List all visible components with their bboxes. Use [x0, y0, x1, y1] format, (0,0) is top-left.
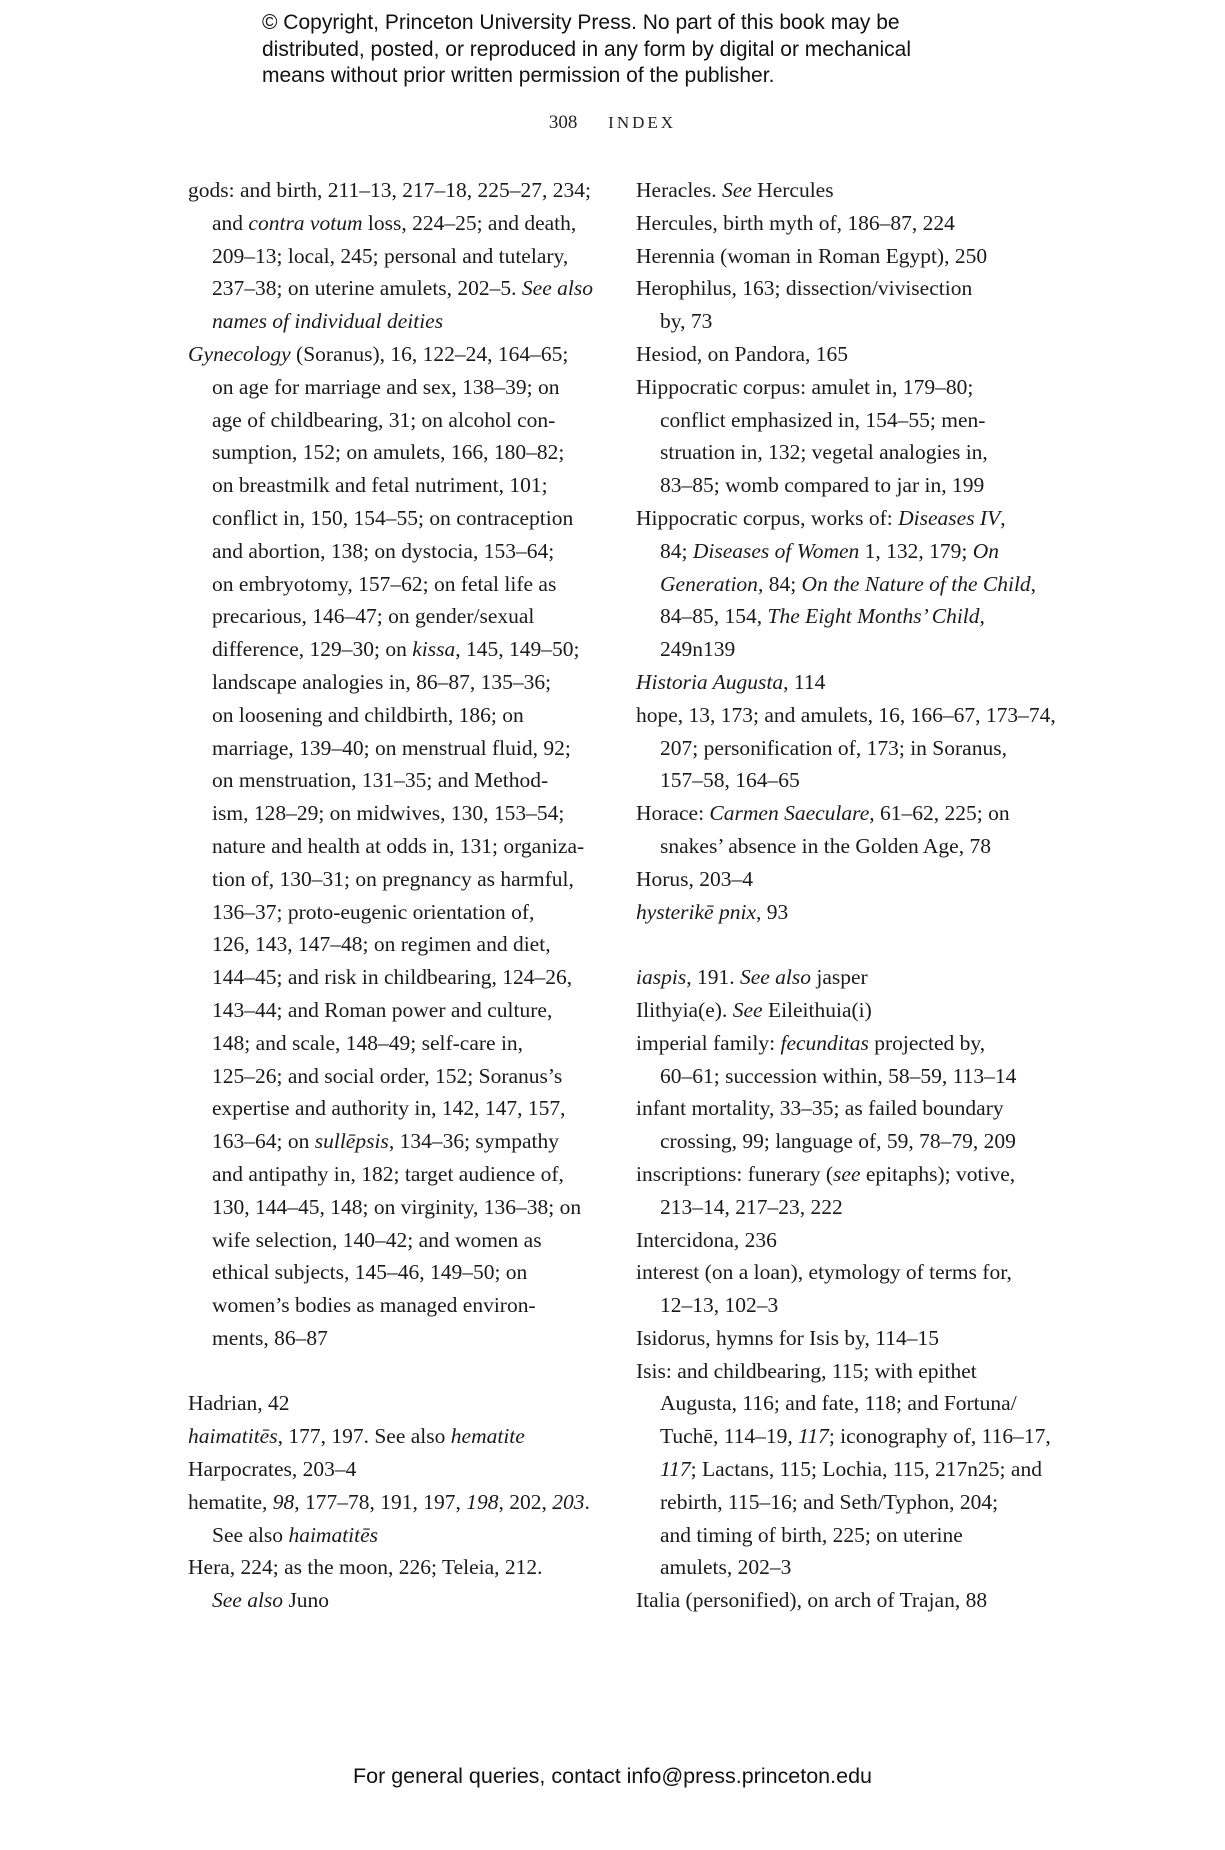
- index-line: [636, 207, 1056, 240]
- index-line: [636, 371, 1056, 404]
- text-run: difference, 129–30; on: [212, 637, 413, 662]
- text-run: ism, 128–29; on midwives, 130, 153–54;: [212, 801, 565, 826]
- index-line: [188, 371, 608, 404]
- text-run: inscriptions: funerary (: [636, 1161, 834, 1186]
- text-run: crossing, 99; language of, 59, 78–79, 209: [660, 1129, 1016, 1154]
- copyright-notice: [262, 10, 1022, 90]
- index-entry: [636, 797, 1056, 863]
- index-line: [188, 1289, 608, 1322]
- text-run: , 145, 149–50;: [455, 637, 580, 662]
- index-line: [636, 469, 1056, 502]
- text-run: and antipathy in, 182; target audience of,: [212, 1161, 564, 1186]
- index-line: [188, 1092, 608, 1125]
- italic-text: haimatitēs: [188, 1424, 278, 1449]
- index-entry: [636, 896, 1056, 929]
- index-line: [188, 207, 608, 240]
- index-entry: [636, 961, 1056, 994]
- index-line: [188, 535, 608, 568]
- index-line: [188, 1060, 608, 1093]
- index-line: [636, 1191, 1056, 1224]
- index-line: [636, 666, 1056, 699]
- index-line: [188, 896, 608, 929]
- text-run: Horus, 203–4: [636, 866, 754, 891]
- index-line: [636, 568, 1056, 601]
- text-run: Hercules: [751, 178, 834, 202]
- text-run: ; Lactans, 115; Lochia, 115, 217n25; and: [690, 1457, 1042, 1482]
- text-run: Hippocratic corpus: amulet in, 179–80;: [636, 374, 974, 399]
- index-line: [636, 633, 1056, 666]
- text-run: on loosening and childbirth, 186; on: [212, 702, 524, 727]
- index-line: [636, 961, 1056, 994]
- index-line: [188, 830, 608, 863]
- index-line: [188, 1191, 608, 1224]
- text-run: interest (on a loan), etymology of terms for,: [636, 1260, 1012, 1285]
- text-run: on age for marriage and sex, 138–39; on: [212, 374, 560, 399]
- index-entry: [636, 863, 1056, 896]
- text-run: , 114: [783, 669, 826, 694]
- index-entry: [636, 1256, 1056, 1322]
- index-line: [188, 272, 608, 305]
- text-run: Hera, 224; as the moon, 226; Teleia, 212.: [188, 1555, 543, 1580]
- running-head: [0, 112, 1225, 134]
- text-run: 126, 143, 147–48; on regimen and diet,: [212, 932, 551, 957]
- text-run: 143–44; and Roman power and culture,: [212, 997, 553, 1022]
- text-run: (Soranus), 16, 122–24, 164–65;: [290, 341, 569, 366]
- text-run: hope, 13, 173; and amulets, 16, 166–67, 173–74,: [636, 702, 1056, 727]
- text-run: 249n139: [660, 637, 736, 662]
- index-entry: [188, 1420, 608, 1453]
- text-run: expertise and authority in, 142, 147, 157,: [212, 1096, 566, 1121]
- text-run: nature and health at odds in, 131; organiza-: [212, 833, 585, 858]
- text-run: 125–26; and social order, 152; Soranus’s: [212, 1063, 563, 1088]
- index-entry: [636, 1158, 1056, 1224]
- text-run: ,: [1030, 571, 1037, 596]
- text-run: ethical subjects, 145–46, 149–50; on: [212, 1260, 528, 1285]
- index-line: [188, 764, 608, 797]
- index-line: [188, 1453, 608, 1486]
- index-line: [188, 1224, 608, 1257]
- section-gap: [188, 1355, 608, 1388]
- text-run: rebirth, 115–16; and Seth/Typhon, 204;: [660, 1489, 999, 1514]
- index-entry: [636, 207, 1056, 240]
- index-entry: [188, 174, 608, 338]
- text-run: and: [212, 210, 249, 235]
- text-run: Heracles.: [636, 178, 722, 202]
- index-line: [636, 1420, 1056, 1453]
- copyright-line: © Copyright, Princeton University Press. No part of this book may be: [262, 11, 900, 34]
- index-line: [188, 666, 608, 699]
- italic-text: Gynecology: [188, 341, 291, 366]
- index-entry: [188, 1453, 608, 1486]
- index-line: [636, 174, 1056, 207]
- index-line: [188, 1256, 608, 1289]
- italic-text: iaspis: [636, 965, 687, 990]
- index-line: [636, 1060, 1056, 1093]
- italic-text: On: [972, 538, 1000, 563]
- italic-text: See also: [739, 965, 811, 990]
- text-run: 12–13, 102–3: [660, 1293, 779, 1318]
- index-line: [188, 1027, 608, 1060]
- index-line: [636, 272, 1056, 305]
- index-entry: [188, 1486, 608, 1552]
- index-line: [636, 896, 1056, 929]
- italic-text: Diseases of Women: [692, 538, 860, 563]
- text-run: women’s bodies as managed environ-: [212, 1293, 536, 1318]
- index-line: [636, 240, 1056, 273]
- text-run: projected by,: [868, 1030, 986, 1055]
- index-line: [188, 994, 608, 1027]
- text-run: Isidorus, hymns for Isis by, 114–15: [636, 1325, 939, 1350]
- text-run: Hadrian, 42: [188, 1391, 290, 1416]
- italic-text: Diseases IV: [898, 505, 1001, 530]
- italic-text: contra votum: [248, 210, 363, 235]
- index-line: [188, 1420, 608, 1453]
- text-run: 209–13; local, 245; personal and tutelary,: [212, 243, 569, 268]
- text-run: conflict in, 150, 154–55; on contraception: [212, 505, 574, 530]
- text-run: See also: [212, 1522, 289, 1547]
- text-run: Hercules, birth myth of, 186–87, 224: [636, 210, 955, 235]
- text-run: 84–85, 154,: [660, 604, 768, 629]
- text-run: and abortion, 138; on dystocia, 153–64;: [212, 538, 555, 563]
- text-run: amulets, 202–3: [660, 1555, 792, 1580]
- index-line: [636, 1158, 1056, 1191]
- index-entry: [188, 338, 608, 1355]
- text-run: conflict emphasized in, 154–55; men-: [660, 407, 986, 432]
- italic-text: Generation: [660, 571, 758, 596]
- text-run: ments, 86–87: [212, 1325, 328, 1350]
- index-entry: [636, 338, 1056, 371]
- footer-contact: For general queries, contact info@press.princeton.edu: [352, 1764, 872, 1788]
- text-run: 148; and scale, 148–49; self-care in,: [212, 1030, 524, 1055]
- text-run: jasper: [811, 965, 868, 990]
- text-run: Hippocratic corpus, works of:: [636, 505, 899, 530]
- text-run: 83–85; womb compared to jar in, 199: [660, 473, 985, 498]
- italic-text: haimatitēs: [288, 1522, 379, 1547]
- index-line: [188, 732, 608, 765]
- text-run: wife selection, 140–42; and women as: [212, 1227, 542, 1252]
- text-run: , 93: [756, 899, 789, 924]
- text-run: Herophilus, 163; dissection/vivisection: [636, 276, 973, 301]
- text-run: 144–45; and risk in childbearing, 124–26,: [212, 965, 573, 990]
- index-line: [188, 797, 608, 830]
- index-entry: [636, 1027, 1056, 1093]
- index-line: [188, 404, 608, 437]
- text-run: epitaphs); votive,: [860, 1161, 1016, 1186]
- index-entry: [636, 1224, 1056, 1257]
- index-entry: [636, 699, 1056, 797]
- index-column-left: [188, 174, 608, 1617]
- index-line: [636, 600, 1056, 633]
- index-entry: [636, 174, 1056, 207]
- index-line: [636, 732, 1056, 765]
- index-line: [636, 1256, 1056, 1289]
- index-line: [188, 633, 608, 666]
- text-run: Hesiod, on Pandora, 165: [636, 341, 848, 366]
- index-column-right: [636, 174, 1056, 1617]
- italic-text: See also: [212, 1588, 284, 1613]
- index-line: [636, 1551, 1056, 1584]
- index-entry: [636, 1322, 1056, 1355]
- index-line: [188, 699, 608, 732]
- text-run: loss, 224–25; and death,: [362, 210, 577, 235]
- index-line: [636, 1092, 1056, 1125]
- index-entry: [636, 240, 1056, 273]
- text-run: Intercidona, 236: [636, 1227, 777, 1252]
- text-run: 237–38; on uterine amulets, 202–5.: [212, 276, 522, 301]
- text-run: ,: [1000, 505, 1006, 530]
- index-entry: [636, 371, 1056, 502]
- index-line: [636, 1355, 1056, 1388]
- text-run: Isis: and childbearing, 115; with epithet: [636, 1358, 977, 1383]
- text-run: Harpocrates, 203–4: [188, 1457, 357, 1482]
- index-line: [636, 863, 1056, 896]
- text-run: Augusta, 116; and fate, 118; and Fortuna/: [660, 1391, 1017, 1416]
- index-line: [188, 928, 608, 961]
- index-line: [636, 502, 1056, 535]
- italic-text: Historia Augusta: [636, 669, 784, 694]
- text-run: 213–14, 217–23, 222: [660, 1194, 843, 1219]
- index-line: [188, 174, 608, 207]
- index-line: [188, 1551, 608, 1584]
- text-run: 1, 132, 179;: [859, 538, 973, 563]
- index-line: [636, 404, 1056, 437]
- italic-text: The Eight Months’ Child: [767, 604, 980, 629]
- text-run: sumption, 152; on amulets, 166, 180–82;: [212, 440, 565, 465]
- index-line: [636, 1224, 1056, 1257]
- italic-text: sullēpsis: [314, 1129, 389, 1154]
- text-run: Horace:: [636, 801, 710, 826]
- text-run: Ilithyia(e).: [636, 997, 733, 1022]
- text-run: , 61–62, 225; on: [869, 801, 1010, 826]
- text-run: 60–61; succession within, 58–59, 113–14: [660, 1063, 1017, 1088]
- index-line: [188, 1322, 608, 1355]
- text-run: Juno: [283, 1588, 330, 1613]
- italic-text: kissa: [412, 637, 456, 662]
- text-run: Eileithuia(i): [762, 997, 872, 1022]
- italic-text: hematite: [450, 1424, 525, 1449]
- index-line: [188, 961, 608, 994]
- index-line: [188, 1519, 608, 1552]
- index-line: [636, 535, 1056, 568]
- index-line: [188, 1584, 608, 1617]
- italic-text: see: [833, 1161, 861, 1186]
- index-line: [636, 699, 1056, 732]
- text-run: struation in, 132; vegetal analogies in,: [660, 440, 988, 465]
- text-run: on breastmilk and fetal nutriment, 101;: [212, 473, 548, 498]
- index-line: [636, 1289, 1056, 1322]
- index-line: [636, 994, 1056, 1027]
- text-run: 163–64; on: [212, 1129, 315, 1154]
- section-gap: [636, 928, 1056, 961]
- text-run: ; iconography of, 116–17,: [828, 1424, 1051, 1449]
- text-run: Herennia (woman in Roman Egypt), 250: [636, 243, 988, 268]
- copyright-line: distributed, posted, or reproduced in any form by digital or mechanical: [262, 37, 912, 61]
- index-line: [188, 1486, 608, 1519]
- text-run: infant mortality, 33–35; as failed boundary: [636, 1096, 1004, 1121]
- italic-text: names of individual deities: [212, 309, 444, 334]
- index-line: [636, 764, 1056, 797]
- page-title: INDEX: [608, 113, 677, 132]
- index-line: [636, 797, 1056, 830]
- index-line: [188, 436, 608, 469]
- text-run: 84;: [660, 538, 693, 563]
- text-run: hematite,: [188, 1489, 273, 1514]
- index-line: [636, 305, 1056, 338]
- index-line: [188, 502, 608, 535]
- index-entry: [636, 994, 1056, 1027]
- italic-text: 203: [552, 1489, 585, 1514]
- index-entry: [636, 1584, 1056, 1617]
- index-entry: [636, 1092, 1056, 1158]
- index-line: [188, 1158, 608, 1191]
- index-line: [636, 1322, 1056, 1355]
- copyright-line: means without prior written permission of the publisher.: [262, 64, 775, 87]
- index-entry: [636, 666, 1056, 699]
- index-line: [188, 1387, 608, 1420]
- italic-text: See: [732, 997, 763, 1022]
- index-line: [188, 469, 608, 502]
- text-run: , 177–78, 191, 197,: [294, 1489, 467, 1514]
- index-line: [636, 1584, 1056, 1617]
- text-run: landscape analogies in, 86–87, 135–36;: [212, 669, 552, 694]
- italic-text: hysterikē pnix: [636, 899, 756, 924]
- index-line: [636, 1387, 1056, 1420]
- index-line: [188, 240, 608, 273]
- text-run: on embryotomy, 157–62; on fetal life as: [212, 571, 557, 596]
- index-line: [188, 568, 608, 601]
- page-number: 308: [548, 112, 578, 133]
- text-run: and timing of birth, 225; on uterine: [660, 1522, 963, 1547]
- text-run: .: [584, 1489, 590, 1514]
- index-line: [636, 1027, 1056, 1060]
- index-entry: [636, 502, 1056, 666]
- italic-text: On the Nature of the Child: [801, 571, 1031, 596]
- text-run: 157–58, 164–65: [660, 768, 800, 793]
- index-line: [636, 830, 1056, 863]
- text-run: tion of, 130–31; on pregnancy as harmful,: [212, 866, 574, 891]
- index-line: [636, 1125, 1056, 1158]
- text-run: 136–37; proto-eugenic orientation of,: [212, 899, 535, 924]
- text-run: , 177, 197. See also: [277, 1424, 451, 1449]
- text-run: Tuchē, 114–19,: [660, 1424, 799, 1449]
- text-run: , 202,: [498, 1489, 553, 1514]
- italic-text: See also: [521, 276, 593, 301]
- index-line: [188, 338, 608, 371]
- text-run: snakes’ absence in the Golden Age, 78: [660, 833, 991, 858]
- text-run: , 191.: [686, 965, 740, 990]
- index-line: [636, 1453, 1056, 1486]
- index-entry: [188, 1387, 608, 1420]
- index-line: [188, 1125, 608, 1158]
- text-run: imperial family:: [636, 1030, 781, 1055]
- text-run: 130, 144–45, 148; on virginity, 136–38; on: [212, 1194, 582, 1219]
- index-line: [636, 1519, 1056, 1552]
- italic-text: 198: [466, 1489, 499, 1514]
- index-line: [636, 338, 1056, 371]
- italic-text: 117: [798, 1424, 829, 1449]
- index-line: [188, 863, 608, 896]
- index-entry: [636, 272, 1056, 338]
- italic-text: fecunditas: [780, 1030, 869, 1055]
- text-run: age of childbearing, 31; on alcohol con-: [212, 407, 556, 432]
- index-line: [188, 305, 608, 338]
- text-run: , 84;: [757, 571, 802, 596]
- index-line: [188, 600, 608, 633]
- index-entry: [636, 1355, 1056, 1585]
- index-entry: [188, 1551, 608, 1617]
- italic-text: 117: [660, 1457, 691, 1482]
- italic-text: Carmen Saeculare: [709, 801, 870, 826]
- text-run: gods: and birth, 211–13, 217–18, 225–27, 234;: [188, 178, 591, 202]
- text-run: Italia (personified), on arch of Trajan, 88: [636, 1588, 988, 1613]
- index-line: [636, 1486, 1056, 1519]
- text-run: 207; personification of, 173; in Soranus,: [660, 735, 1007, 760]
- text-run: , 134–36; sympathy: [388, 1129, 560, 1154]
- index-line: [636, 436, 1056, 469]
- italic-text: See: [721, 178, 752, 202]
- text-run: precarious, 146–47; on gender/sexual: [212, 604, 535, 629]
- text-run: ,: [979, 604, 985, 629]
- text-run: marriage, 139–40; on menstrual fluid, 92;: [212, 735, 571, 760]
- text-run: on menstruation, 131–35; and Method-: [212, 768, 549, 793]
- text-run: by, 73: [660, 309, 713, 334]
- italic-text: 98: [272, 1489, 295, 1514]
